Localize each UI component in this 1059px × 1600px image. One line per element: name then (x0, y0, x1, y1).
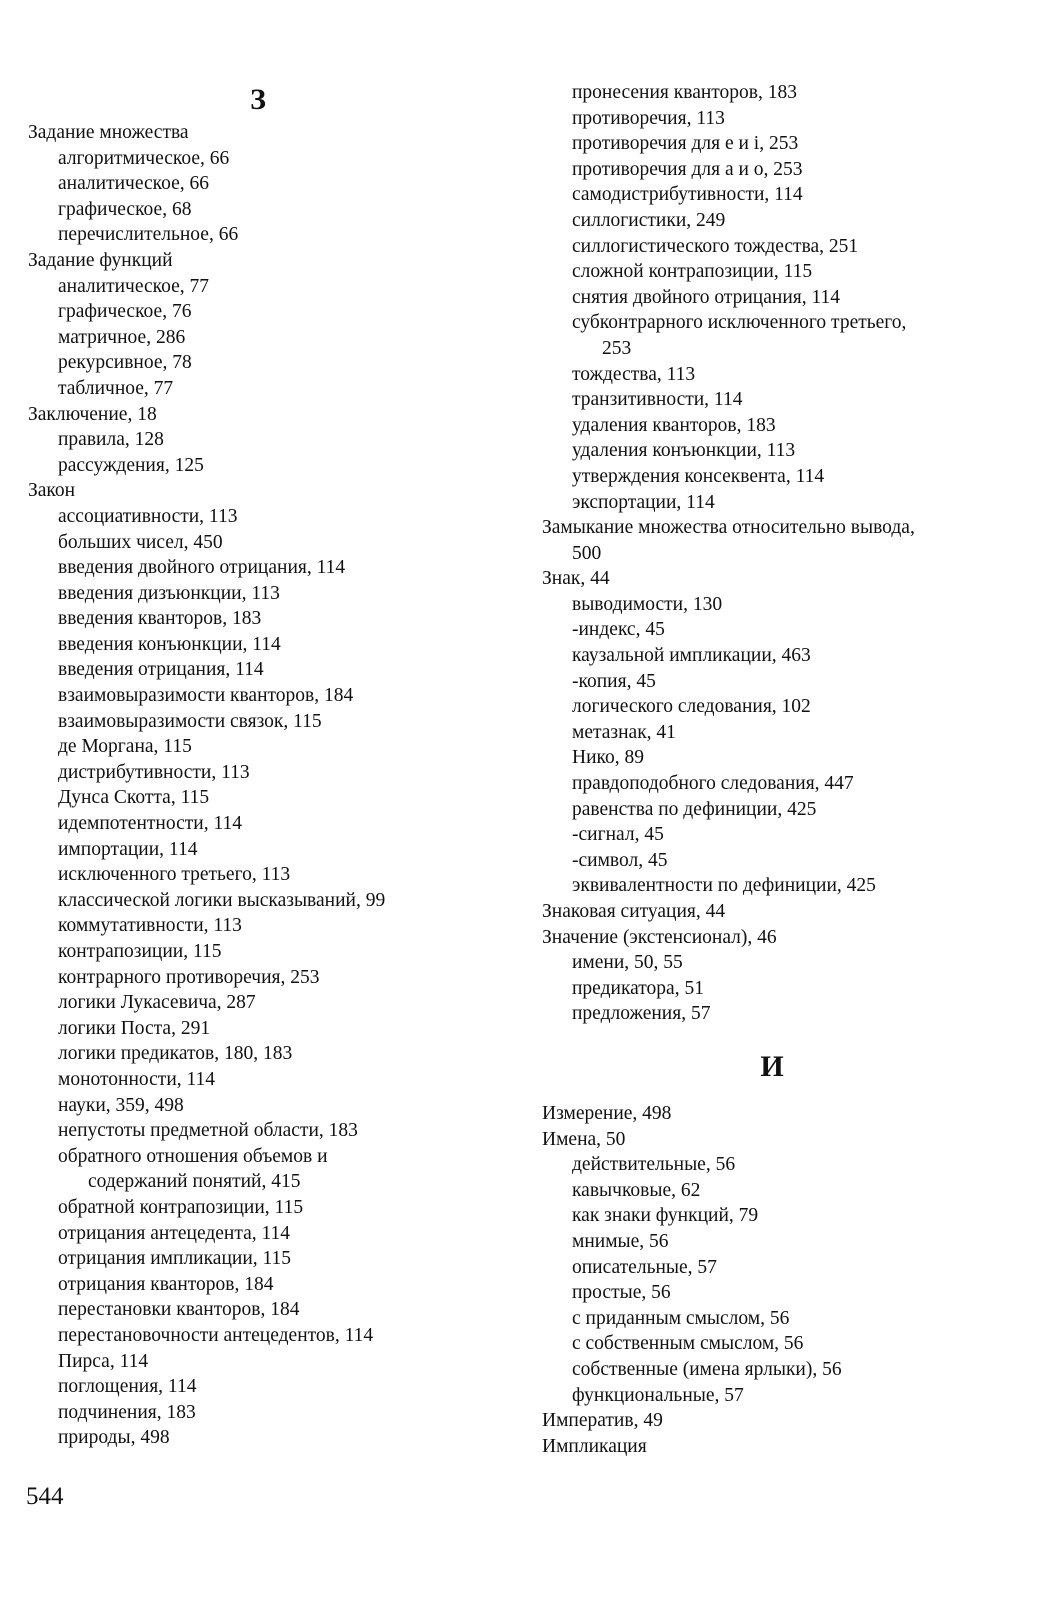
index-subentry: субконтрарного исключенного третьего, (572, 312, 907, 334)
index-subentry: простые, 56 (572, 1282, 671, 1304)
index-subentry: ассоциативности, 113 (58, 505, 238, 527)
index-subentry: тождества, 113 (572, 363, 696, 385)
index-subentry: самодистрибутивности, 114 (572, 184, 803, 206)
index-subentry: -индекс, 45 (572, 619, 665, 641)
index-subentry: содержаний понятий, 415 (88, 1171, 301, 1193)
index-subentry: кавычковые, 62 (572, 1179, 701, 1201)
index-subentry: экспортации, 114 (572, 491, 715, 513)
index-column-right (542, 80, 1002, 1459)
section-letter-heading: И (760, 1049, 784, 1083)
index-subentry: -сигнал, 45 (572, 824, 664, 846)
index-subentry: монотонности, 114 (58, 1068, 216, 1090)
index-subentry: утверждения консеквента, 114 (572, 465, 825, 487)
index-subentry: действительные, 56 (572, 1154, 736, 1176)
index-subentry: природы, 498 (58, 1427, 170, 1449)
index-subentry: больших чисел, 450 (58, 531, 223, 553)
index-entry: Измерение, 498 (542, 1102, 672, 1124)
index-subentry: предикатора, 51 (572, 977, 704, 999)
index-subentry: пронесения кванторов, 183 (572, 82, 798, 103)
index-subentry: обратного отношения объемов и (58, 1145, 328, 1167)
index-subentry: функциональные, 57 (572, 1384, 744, 1406)
index-subentry: перестановки кванторов, 184 (58, 1299, 300, 1321)
index-subentry: силлогистики, 249 (572, 209, 726, 231)
index-subentry: выводимости, 130 (572, 593, 723, 615)
index-subentry: табличное, 77 (58, 377, 174, 399)
index-subentry: силлогистического тождества, 251 (572, 235, 859, 257)
index-subentry: алгоритмическое, 66 (58, 147, 230, 169)
index-subentry: удаления кванторов, 183 (572, 414, 776, 436)
index-subentry: равенства по дефиниции, 425 (572, 798, 817, 820)
index-subentry: импортации, 114 (58, 838, 198, 860)
index-subentry: введения дизъюнкции, 113 (58, 582, 280, 604)
index-subentry: контрарного противоречия, 253 (58, 966, 320, 988)
index-entry: Закон (28, 480, 76, 502)
index-entry: Имена, 50 (542, 1128, 626, 1150)
index-subentry: с собственным смыслом, 56 (572, 1333, 804, 1355)
index-subentry: рассуждения, 125 (58, 454, 204, 476)
index-subentry: Пирса, 114 (58, 1350, 149, 1372)
index-subentry: сложной контрапозиции, 115 (572, 261, 813, 283)
index-subentry: отрицания кванторов, 184 (58, 1273, 274, 1295)
index-subentry: транзитивности, 114 (572, 389, 743, 411)
index-subentry: контрапозиции, 115 (58, 941, 222, 962)
index-subentry: собственные (имена ярлыки), 56 (572, 1358, 842, 1380)
index-entry: Задание множества (28, 122, 189, 143)
index-subentry: противоречия для a и o, 253 (572, 158, 803, 180)
index-subentry: мнимые, 56 (572, 1230, 669, 1252)
index-subentry: графическое, 68 (58, 198, 192, 220)
index-subentry: как знаки функций, 79 (572, 1205, 759, 1227)
index-subentry: поглощения, 114 (58, 1376, 197, 1398)
page-number: 544 (26, 1483, 64, 1510)
index-subentry: введения кванторов, 183 (58, 608, 262, 630)
index-subentry: логики предикатов, 180, 183 (58, 1043, 293, 1065)
index-subentry: науки, 359, 498 (58, 1094, 184, 1116)
index-entry: Заключение, 18 (28, 403, 157, 425)
index-subentry: метазнак, 41 (572, 721, 676, 743)
index-subentry: логики Лукасевича, 287 (58, 992, 256, 1014)
index-entry: Знак, 44 (542, 568, 610, 590)
index-subentry: противоречия для e и i, 253 (572, 133, 799, 155)
index-subentry: перечислительное, 66 (58, 224, 239, 246)
index-subentry: введения конъюнкции, 114 (58, 633, 281, 655)
index-subentry: -символ, 45 (572, 849, 668, 871)
index-subentry: -копия, 45 (572, 670, 656, 692)
index-subentry: идемпотентности, 114 (58, 813, 242, 835)
index-subentry: классической логики высказываний, 99 (58, 889, 386, 911)
index-entry: Знаковая ситуация, 44 (542, 901, 726, 922)
index-subentry: взаимовыразимости кванторов, 184 (58, 685, 354, 707)
index-subentry: 500 (572, 542, 602, 564)
index-subentry: логического следования, 102 (572, 696, 811, 718)
index-subentry: каузальной импликации, 463 (572, 645, 811, 667)
index-subentry: взаимовыразимости связок, 115 (58, 710, 322, 732)
index-subentry: коммутативности, 113 (58, 915, 242, 937)
index-subentry: логики Поста, 291 (58, 1017, 211, 1039)
index-subentry: аналитическое, 77 (58, 275, 210, 297)
index-subentry: противоречия, 113 (572, 107, 725, 129)
index-subentry: обратной контрапозиции, 115 (58, 1196, 304, 1218)
index-subentry: исключенного третьего, 113 (58, 864, 291, 886)
index-subentry: введения отрицания, 114 (58, 659, 264, 681)
index-subentry: перестановочности антецедентов, 114 (58, 1324, 374, 1346)
index-subentry: рекурсивное, 78 (58, 352, 192, 374)
index-subentry: имени, 50, 55 (572, 952, 683, 974)
index-subentry: с приданным смыслом, 56 (572, 1307, 790, 1329)
index-subentry: предложения, 57 (572, 1003, 711, 1025)
index-entry: Значение (экстенсионал), 46 (542, 926, 777, 948)
index-subentry: аналитическое, 66 (58, 173, 210, 195)
index-subentry: отрицания импликации, 115 (58, 1248, 292, 1270)
index-subentry: снятия двойного отрицания, 114 (572, 286, 841, 308)
index-subentry: подчинения, 183 (58, 1401, 196, 1423)
section-letter-heading: З (250, 83, 266, 116)
index-entry: Императив, 49 (542, 1410, 663, 1432)
index-subentry: эквивалентности по дефиниции, 425 (572, 875, 876, 897)
index-subentry: правила, 128 (58, 429, 164, 451)
index-subentry: матричное, 286 (58, 326, 186, 348)
index-subentry: 253 (602, 337, 632, 359)
index-subentry: отрицания антецедента, 114 (58, 1222, 291, 1244)
index-subentry: правдоподобного следования, 447 (572, 773, 854, 795)
index-subentry: Нико, 89 (572, 747, 645, 769)
index-subentry: удаления конъюнкции, 113 (572, 440, 796, 462)
index-subentry: введения двойного отрицания, 114 (58, 557, 346, 579)
index-subentry: непустоты предметной области, 183 (58, 1120, 358, 1142)
index-subentry: графическое, 76 (58, 301, 192, 323)
index-subentry: Дунса Скотта, 115 (58, 787, 210, 809)
index-entry: Замыкание множества относительно вывода, (542, 517, 915, 539)
index-subentry: де Моргана, 115 (58, 736, 192, 758)
index-subentry: дистрибутивности, 113 (58, 761, 250, 783)
index-entry: Задание функций (28, 249, 173, 271)
index-column-left (28, 80, 488, 1451)
index-entry: Импликация (542, 1435, 647, 1457)
index-subentry: описательные, 57 (572, 1256, 717, 1278)
